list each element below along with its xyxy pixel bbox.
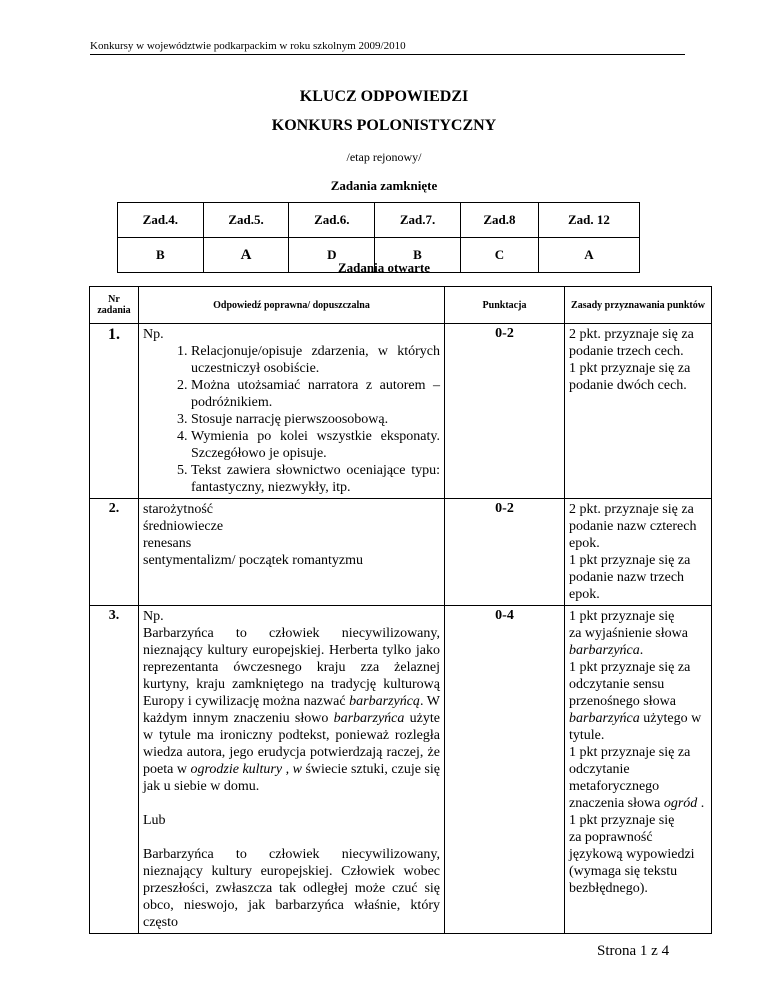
text-run: . <box>697 796 705 811</box>
italic-text: barbarzyńca <box>569 643 640 658</box>
rule-line: 2 pkt. przyznaje się za podanie trzech cech. <box>569 327 694 359</box>
text-run: 1 pkt przyznaje się za odczytanie sensu przenośnego słowa <box>569 660 691 709</box>
rule-line: 1 pkt przyznaje się <box>569 813 675 828</box>
task-label: Zad.5. <box>203 203 289 238</box>
text-run: świecie sztuki, czuje się jak u siebie w domu. <box>143 762 440 794</box>
rule-line: 1 pkt przyznaje się <box>569 609 675 624</box>
list-item: 5. Tekst zawiera słownictwo oceniające typu: fantastyczny, niezwykły, itp. <box>191 462 440 496</box>
closed-tasks-heading: Zadania zamknięte <box>330 178 438 193</box>
rule-line: 1 pkt przyznaje się za podanie dwóch cech. <box>569 361 691 393</box>
task-label: Zad.8 <box>460 203 538 238</box>
answer-cell <box>139 606 445 934</box>
task-answer: A <box>538 238 639 273</box>
points-cell: 0-4 <box>445 606 565 934</box>
closed-tasks-header-row <box>118 203 640 238</box>
text-run: użytego w tytule. <box>569 711 702 743</box>
answer-cell <box>139 499 445 606</box>
answer-line: sentymentalizm/ początek romantyzmu <box>143 553 364 568</box>
rule-line: 1 pkt przyznaje się za podanie nazw trzech epok. <box>569 553 691 602</box>
answer-intro: Np. <box>143 609 164 624</box>
page-number: Strona 1 z 4 <box>597 943 670 959</box>
answer-paragraph <box>143 625 440 795</box>
italic-text: barbarzyńca <box>569 711 640 726</box>
list-item: 2. Można utożsamiać narratora z autorem – podróżnikiem. <box>191 377 440 411</box>
task-answer: D <box>289 238 375 273</box>
points-cell: 0-2 <box>445 324 565 499</box>
answer-paragraph: Barbarzyńca to człowiek niecywilizowany, nieznający kultury europejskiej. Człowiek wobec przeszłości, zwłaszcza tak odległej może czuć się obco, nieswojo, jak barbarzyńca właśnie, który często <box>143 847 440 930</box>
italic-text: barbarzyńca <box>333 711 405 726</box>
rule-line <box>569 744 707 812</box>
task-number: 1. <box>90 324 139 499</box>
list-item: 4. Wymienia po kolei wszystkie eksponaty. Szczegółowo je opisuje. <box>191 428 440 462</box>
task-answer: A <box>203 238 289 273</box>
task-label: Zad.7. <box>375 203 461 238</box>
rule-line: za wyjaśnienie słowa <box>569 626 688 641</box>
alternative-label: Lub <box>143 813 166 828</box>
italic-text: ogrodzie kultury , w <box>190 762 302 777</box>
rules-cell <box>565 606 712 934</box>
contest-stage: /etap rejonowy/ <box>346 150 422 164</box>
column-header-points: Punktacja <box>445 287 565 324</box>
task-label: Zad.6. <box>289 203 375 238</box>
column-header-nr: Nr zadania <box>90 287 139 324</box>
list-item: 1. Relacjonuje/opisuje zdarzenia, w których uczestniczył osobiście. <box>191 343 440 377</box>
table-row <box>90 499 712 606</box>
rule-line <box>569 659 707 744</box>
list-item: 3. Stosuje narrację pierwszoosobową. <box>191 411 440 428</box>
contest-name: KONKURS POLONISTYCZNY <box>271 117 497 134</box>
rule-line <box>569 642 707 659</box>
answer-list <box>143 343 440 496</box>
text-run: użyte w tytule ma ironiczny podtekst, ponieważ rozległa wiedza autora, jego erudycja potwierdzają raczej, że poeta w <box>143 711 440 777</box>
italic-text: ogród <box>663 796 698 811</box>
task-number: 3. <box>90 606 139 934</box>
task-answer: B <box>375 238 461 273</box>
task-answer: B <box>118 238 204 273</box>
column-header-answer: Odpowiedź poprawna/ dopuszczalna <box>139 287 445 324</box>
answer-line: starożytność <box>143 502 213 517</box>
answer-cell <box>139 324 445 499</box>
page-header: Konkursy w województwie podkarpackim w roku szkolnym 2009/2010 <box>90 40 685 55</box>
task-number: 2. <box>90 499 139 606</box>
rules-cell <box>565 499 712 606</box>
answer-line: średniowiecze <box>143 519 224 534</box>
text-run: . <box>639 643 644 658</box>
text-run: Barbarzyńca to człowiek niecywilizowany, nieznający kultury europejskiej. Herberta tylko jako reprezentanta ówczesnego kraju zza żelaznej kurtyny, kraju zamkniętego na tradycję kulturową Europy i cywilizację można nazwać <box>143 626 440 709</box>
task-label: Zad. 12 <box>538 203 639 238</box>
answer-intro: Np. <box>143 327 164 342</box>
text-run: 1 pkt przyznaje się za odczytanie metaforycznego znaczenia słowa <box>569 745 691 811</box>
italic-text: barbarzyńcą <box>349 694 420 709</box>
text-run: . W każdym innym znaczeniu słowo <box>143 694 441 726</box>
rules-cell <box>565 324 712 499</box>
table-row <box>90 606 712 934</box>
task-label: Zad.4. <box>118 203 204 238</box>
page-title: KLUCZ ODPOWIEDZI <box>299 88 469 105</box>
rule-line: za poprawność językową wypowiedzi (wymaga się tekstu bezbłędnego). <box>569 830 695 896</box>
points-cell: 0-2 <box>445 499 565 606</box>
table-row <box>90 324 712 499</box>
task-answer: C <box>460 238 538 273</box>
open-tasks-table <box>89 286 712 934</box>
open-tasks-heading: Zadania otwarte <box>337 260 431 275</box>
open-tasks-header-row <box>90 287 712 324</box>
column-header-rules: Zasady przyznawania punktów <box>565 287 712 324</box>
answer-line: renesans <box>143 536 192 551</box>
rule-line: 2 pkt. przyznaje się za podanie nazw czterech epok. <box>569 502 697 551</box>
